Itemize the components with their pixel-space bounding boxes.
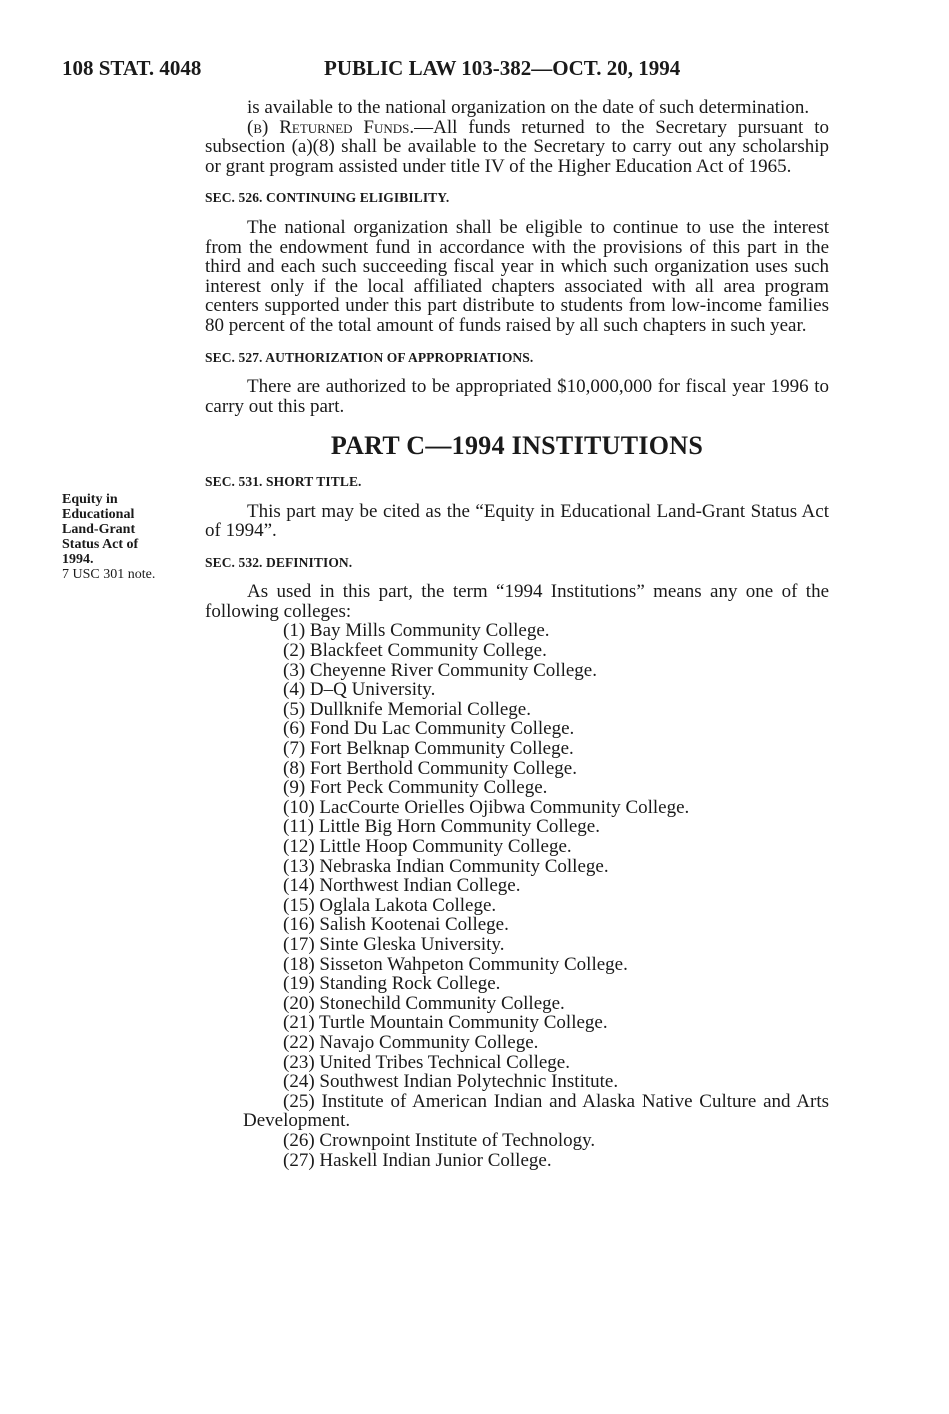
list-item: (25) Institute of American Indian and Alaska Native Culture and Arts Development. <box>243 1090 829 1132</box>
section-526-text: The national organization shall be eligible to continue to use the interest from the endowment fund in accordance with the provisions of this part in the third and each such succeeding fiscal year in which such organization uses such interest only if the local affiliated chapters associated with all area program centers supported under this part distribute to students from low-income families 80 percent of the total amount of funds raised by all such chapters in such year. <box>205 216 829 336</box>
list-item: (19) Standing Rock College. <box>283 973 501 995</box>
returned-funds-heading: (b) Returned Funds. <box>247 116 415 138</box>
list-item: (24) Southwest Indian Polytechnic Institute. <box>283 1071 619 1093</box>
continuation-paragraph: is available to the national organization on the date of such determination. <box>247 97 810 118</box>
list-item: (22) Navajo Community College. <box>283 1031 539 1053</box>
list-item: (2) Blackfeet Community College. <box>283 640 547 662</box>
list-item: (4) D–Q University. <box>283 679 436 701</box>
section-527-text: There are authorized to be appropriated $10,000,000 for fiscal year 1996 to carry out this part. <box>205 376 829 417</box>
margin-note-line: Educational <box>62 507 135 522</box>
main-text-column <box>205 98 829 1170</box>
list-item: (9) Fort Peck Community College. <box>283 777 548 799</box>
margin-note-line: Status Act of <box>62 537 139 552</box>
list-item: (23) United Tribes Technical College. <box>283 1051 570 1073</box>
public-law-citation: PUBLIC LAW 103-382—OCT. 20, 1994 <box>324 56 681 80</box>
list-item: (12) Little Hoop Community College. <box>283 836 572 857</box>
list-item: (16) Salish Kootenai College. <box>283 914 509 936</box>
section-526-heading: SEC. 526. CONTINUING ELIGIBILITY. <box>205 190 450 206</box>
list-item: (26) Crownpoint Institute of Technology. <box>283 1129 596 1151</box>
statute-page-number: 108 STAT. 4048 <box>62 56 202 80</box>
list-item: (6) Fond Du Lac Community College. <box>283 718 575 740</box>
margin-note-citation: 7 USC 301 note. <box>62 567 156 582</box>
list-item: (11) Little Big Horn Community College. <box>283 816 600 838</box>
margin-note <box>62 492 197 582</box>
list-item: (3) Cheyenne River Community College. <box>283 659 597 681</box>
list-item: (5) Dullknife Memorial College. <box>283 698 531 720</box>
list-item: (7) Fort Belknap Community College. <box>283 738 574 760</box>
list-item: (21) Turtle Mountain Community College. <box>283 1012 608 1034</box>
list-item: (8) Fort Berthold Community College. <box>283 757 577 779</box>
page-header <box>62 56 882 86</box>
list-item: (15) Oglala Lakota College. <box>283 894 497 916</box>
section-527-heading: SEC. 527. AUTHORIZATION OF APPROPRIATIONS. <box>205 349 534 365</box>
margin-note-line: 1994. <box>62 552 94 567</box>
returned-funds-text: —All funds returned to the Secretary pursuant to subsection (a)(8) shall be available to the Secretary to carry out any scholarship or grant program assisted under title IV of the Higher Education Act of 1965. <box>205 116 829 177</box>
list-item: (20) Stonechild Community College. <box>283 992 565 1014</box>
margin-note-line: Land-Grant <box>62 522 136 537</box>
section-531-heading: SEC. 531. SHORT TITLE. <box>205 473 362 489</box>
list-item: (13) Nebraska Indian Community College. <box>283 855 609 877</box>
list-item: (27) Haskell Indian Junior College. <box>283 1149 552 1171</box>
returned-funds-paragraph <box>205 118 829 177</box>
part-c-title: PART C—1994 INSTITUTIONS <box>330 431 704 461</box>
section-531-text: This part may be cited as the “Equity in Educational Land-Grant Status Act of 1994”. <box>205 500 829 542</box>
list-item: (10) LacCourte Orielles Ojibwa Community College. <box>283 796 690 818</box>
college-list <box>205 621 829 1170</box>
margin-note-line: Equity in <box>62 492 118 507</box>
section-532-text: As used in this part, the term “1994 Institutions” means any one of the following colleges: <box>205 581 829 622</box>
list-item: (1) Bay Mills Community College. <box>283 620 550 642</box>
section-532-heading: SEC. 532. DEFINITION. <box>205 554 353 570</box>
list-item: (14) Northwest Indian College. <box>283 875 521 897</box>
list-item: (18) Sisseton Wahpeton Community College. <box>283 953 628 975</box>
list-item: (17) Sinte Gleska University. <box>283 933 505 955</box>
